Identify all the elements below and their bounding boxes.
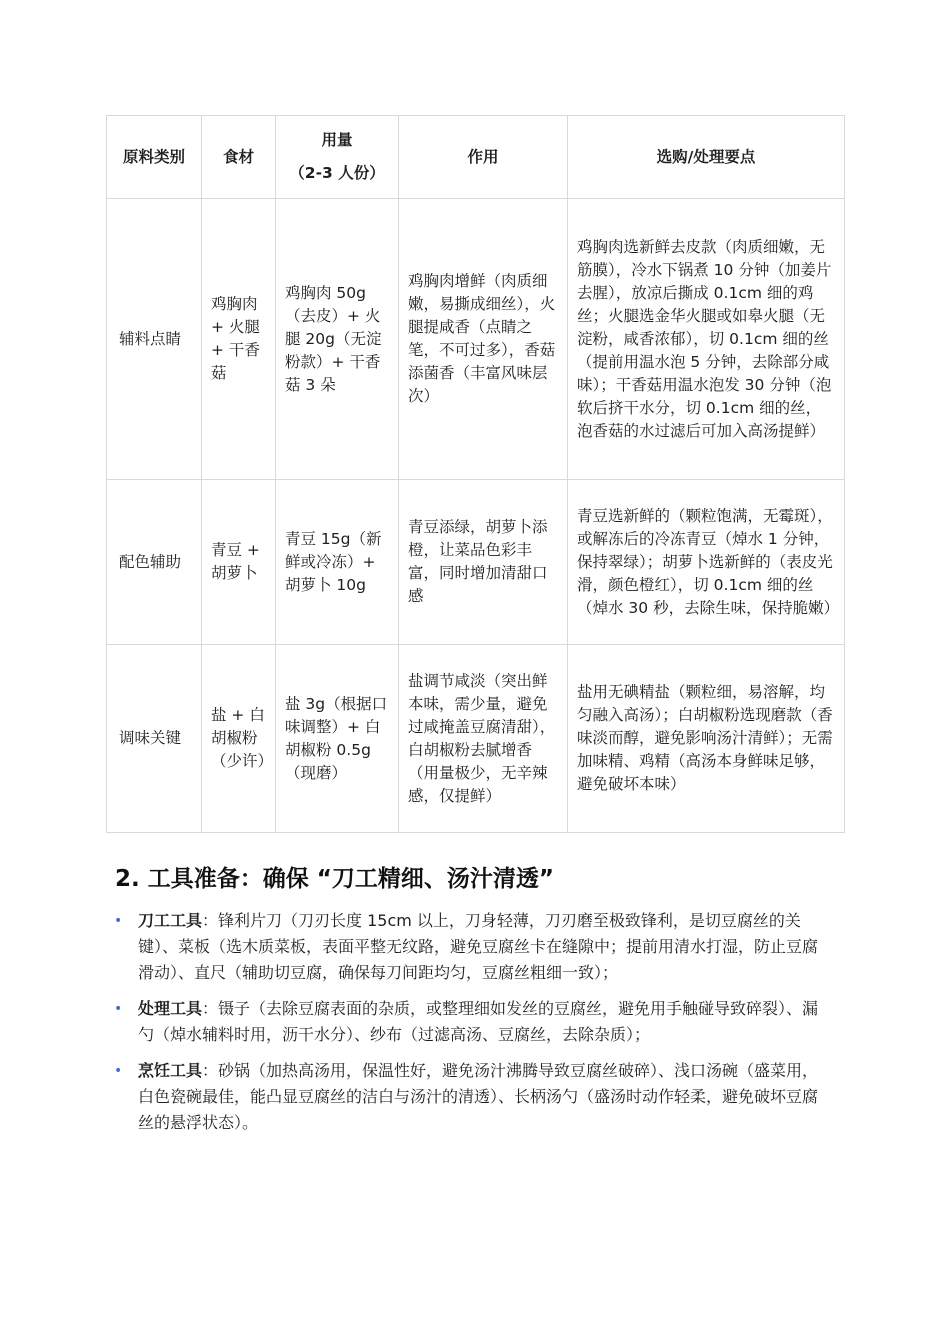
header-amount xyxy=(276,116,399,199)
tool-description: ：镊子（去除豆腐表面的杂质，或整理细如发丝的豆腐丝，避免用手触碰导致碎裂）、漏勺（焯水辅料时用，沥干水分）、纱布（过滤高汤、豆腐丝，去除杂质）； xyxy=(138,999,819,1044)
list-item xyxy=(111,996,831,1048)
cell-category: 辅料点睛 xyxy=(107,199,202,480)
header-amount-line2: （2-3 人份） xyxy=(289,164,385,182)
cell-tips: 盐用无碘精盐（颗粒细，易溶解，均匀融入高汤）；白胡椒粉选现磨款（香味淡而醇，避免影响汤汁清鲜）；无需加味精、鸡精（高汤本身鲜味足够，避免破坏本味） xyxy=(568,645,845,833)
cell-function: 鸡胸肉增鲜（肉质细嫩，易撕成细丝），火腿提咸香（点睛之笔，不可过多），香菇添菌香（丰富风味层次） xyxy=(399,199,568,480)
tool-description: ：锋利片刀（刀刃长度 15cm 以上，刀身轻薄，刀刃磨至极致锋利，是切豆腐丝的关键）、菜板（选木质菜板，表面平整无纹路，避免豆腐丝卡在缝隙中；提前用清水打湿，防止豆腐滑动）、直尺（辅助切豆腐，确保每刀间距均匀，豆腐丝粗细一致）； xyxy=(138,911,819,982)
header-tips: 选购/处理要点 xyxy=(568,116,845,199)
tool-name: 烹饪工具 xyxy=(138,1061,203,1080)
list-item xyxy=(111,1058,831,1136)
table-row xyxy=(107,480,845,645)
cell-tips: 青豆选新鲜的（颗粒饱满，无霉斑），或解冻后的冷冻青豆（焯水 1 分钟，保持翠绿）；胡萝卜选新鲜的（表皮光滑，颜色橙红），切 0.1cm 细的丝（焯水 30 秒，去除生味，保持脆嫩） xyxy=(568,480,845,645)
header-amount-line1: 用量 xyxy=(321,131,353,149)
header-ingredient: 食材 xyxy=(202,116,276,199)
cell-ingredient: 盐 + 白胡椒粉（少许） xyxy=(202,645,276,833)
bullet-icon: • xyxy=(114,1063,123,1079)
header-function: 作用 xyxy=(399,116,568,199)
tool-name: 处理工具 xyxy=(138,999,203,1018)
header-category: 原料类别 xyxy=(107,116,202,199)
section-heading: 2. 工具准备：确保 “刀工精细、汤汁清透” xyxy=(115,866,554,892)
cell-amount: 青豆 15g（新鲜或冷冻）+ 胡萝卜 10g xyxy=(276,480,399,645)
cell-function: 青豆添绿，胡萝卜添橙，让菜品色彩丰富，同时增加清甜口感 xyxy=(399,480,568,645)
cell-tips: 鸡胸肉选新鲜去皮款（肉质细嫩，无筋膜），冷水下锅煮 10 分钟（加姜片去腥），放凉后撕成 0.1cm 细的鸡丝；火腿选金华火腿或如皋火腿（无淀粉，咸香浓郁），切 0.1cm 细的丝（提前用温水泡 5 分钟，去除部分咸味）；干香菇用温水泡发 30 分钟（泡软后挤干水分，切 0.1cm 细的丝，泡香菇的水过滤后可加入高汤提鲜） xyxy=(568,199,845,480)
cell-amount: 盐 3g（根据口味调整）+ 白胡椒粉 0.5g（现磨） xyxy=(276,645,399,833)
list-item xyxy=(111,908,831,986)
bullet-icon: • xyxy=(114,1001,123,1017)
cell-category: 调味关键 xyxy=(107,645,202,833)
bullet-icon: • xyxy=(114,913,123,929)
table-row xyxy=(107,199,845,480)
ingredient-table xyxy=(106,115,845,833)
tool-list xyxy=(111,908,831,1146)
tool-description: ：砂锅（加热高汤用，保温性好，避免汤汁沸腾导致豆腐丝破碎）、浅口汤碗（盛菜用，白色瓷碗最佳，能凸显豆腐丝的洁白与汤汁的清透）、长柄汤勺（盛汤时动作轻柔，避免破坏豆腐丝的悬浮状态）。 xyxy=(138,1061,819,1132)
cell-ingredient: 鸡胸肉 + 火腿 + 干香菇 xyxy=(202,199,276,480)
cell-category: 配色辅助 xyxy=(107,480,202,645)
table-header-row xyxy=(107,116,845,199)
cell-ingredient: 青豆 + 胡萝卜 xyxy=(202,480,276,645)
table-row xyxy=(107,645,845,833)
cell-amount: 鸡胸肉 50g（去皮）+ 火腿 20g（无淀粉款）+ 干香菇 3 朵 xyxy=(276,199,399,480)
cell-function: 盐调节咸淡（突出鲜本味，需少量，避免过咸掩盖豆腐清甜），白胡椒粉去腻增香（用量极少，无辛辣感，仅提鲜） xyxy=(399,645,568,833)
tool-name: 刀工工具 xyxy=(138,911,203,930)
